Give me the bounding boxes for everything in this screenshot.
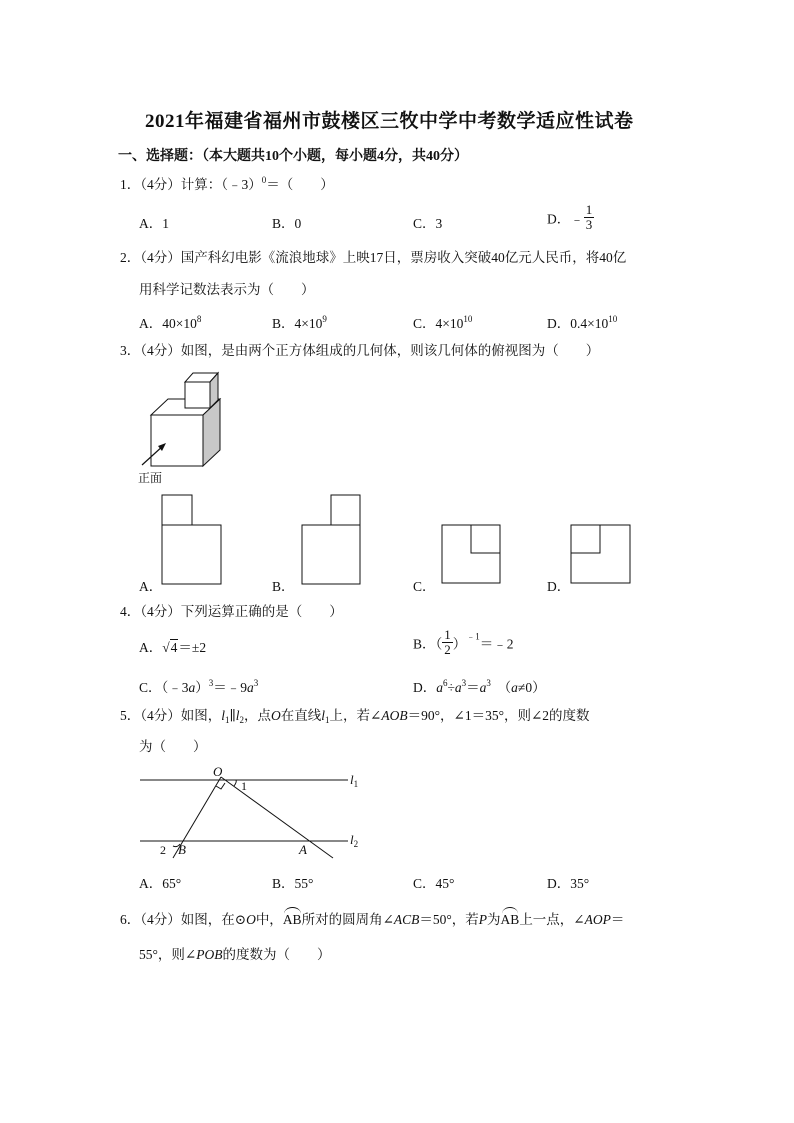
q5-option-d[interactable]: D．35°	[547, 876, 590, 891]
q5-option-a[interactable]: A．65°	[139, 876, 182, 891]
q3-figure-a[interactable]	[161, 494, 223, 586]
q1-option-b[interactable]: B．0	[272, 216, 302, 231]
figure-label-o: O	[213, 764, 223, 779]
section-heading: 一、选择题：（本大题共10个小题，每小题4分，共40分）	[118, 149, 468, 164]
q1-option-c[interactable]: C．3	[413, 216, 443, 231]
q3-figure-d[interactable]	[570, 524, 632, 586]
q4-option-a[interactable]: A．√4＝±2	[139, 640, 207, 655]
question-5-line-2: 为（ ）	[139, 739, 207, 754]
q5-option-c[interactable]: C．45°	[413, 876, 455, 891]
question-6-line-1: 6．（4分）如图，在⊙O中，AB所对的圆周角∠ACB＝50°，若P为AB上一点，∠AOP＝	[120, 912, 625, 927]
question-2-line-2: 用科学记数法表示为（ ）	[139, 282, 315, 297]
question-5-line-1: 5．（4分）如图，$l_1\parallel l_2$，点O在直线$l_1$上，若∠AOB＝90°，∠1＝35°，则∠2的度数	[120, 708, 590, 725]
fraction: $\frac{1}{3}$	[585, 202, 593, 232]
question-6-line-2: 55°，则∠POB的度数为（ ）	[139, 947, 331, 962]
figure-label-b: B	[178, 842, 186, 857]
figure-label-2: 2	[160, 843, 166, 857]
q2-option-b[interactable]: B．$4\times 10^9$	[272, 314, 327, 331]
front-label: 正面	[138, 471, 163, 485]
figure-label-1: 1	[241, 779, 247, 793]
q4-option-c[interactable]: C．$(﹣3a)^3=﹣9a^3$	[139, 678, 259, 695]
two-cubes-figure	[140, 370, 240, 470]
q1-option-a[interactable]: A．1	[139, 216, 169, 231]
q5-option-b[interactable]: B．55°	[272, 876, 314, 891]
q3-option-b[interactable]: B．	[272, 579, 295, 594]
figure-label-a: A	[299, 842, 307, 857]
question-3: 3．（4分）如图，是由两个正方体组成的几何体，则该几何体的俯视图为（ ）	[120, 343, 600, 358]
figure-label-l2: $l_2$	[350, 832, 359, 849]
q1-option-d[interactable]: D．﹣ $\frac{1}{3}$	[547, 202, 593, 232]
parallel-lines-figure	[140, 765, 380, 865]
q2-option-a[interactable]: A．$40\times 10^8$	[139, 314, 202, 331]
q3-option-c[interactable]: C．	[413, 579, 436, 594]
q3-option-a[interactable]: A．	[139, 579, 163, 594]
q4-option-b[interactable]: B．（ $\frac{1}{2}$ ）$^{﹣1}$＝﹣2	[413, 627, 514, 657]
q4-option-d[interactable]: D．$a^6\div a^3=a^3$ （a≠0）	[413, 678, 546, 695]
question-4: 4．（4分）下列运算正确的是（ ）	[120, 604, 343, 619]
q2-option-c[interactable]: C．$4\times 10^{10}$	[413, 314, 473, 331]
q3-option-d[interactable]: D．	[547, 579, 571, 594]
q3-figure-b[interactable]	[301, 494, 363, 586]
page-title: 2021年福建省福州市鼓楼区三牧中学中考数学适应性试卷	[145, 111, 634, 132]
figure-label-l1: $l_1$	[350, 772, 359, 789]
q2-option-d[interactable]: D．$0.4\times 10^{10}$	[547, 314, 618, 331]
q3-figure-c[interactable]	[441, 524, 503, 586]
question-1: 1．（4分）计算：（﹣3）$^0$＝（ ）	[120, 175, 334, 192]
question-2-line-1: 2．（4分）国产科幻电影《流浪地球》上映17日，票房收入突破40亿元人民币，将40亿	[120, 250, 627, 265]
